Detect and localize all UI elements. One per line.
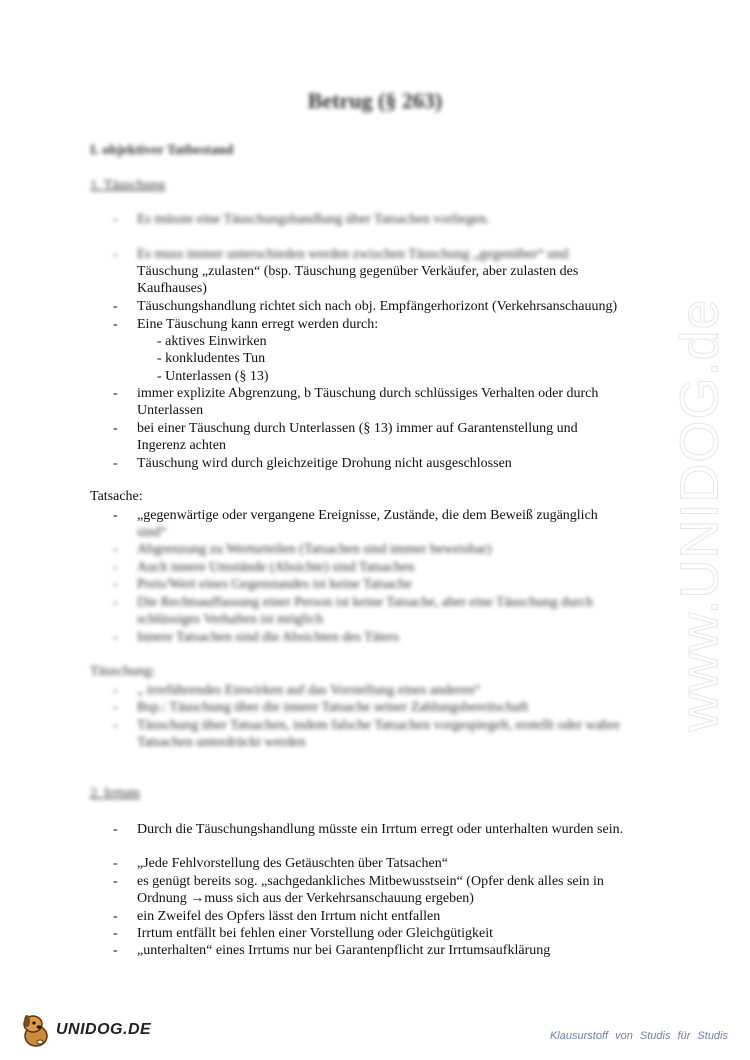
dog-icon [20, 1012, 52, 1048]
unidog-logo [20, 1010, 160, 1050]
sublist-item: - Unterlassen (§ 13) [157, 369, 269, 384]
logo-text: UNIDOG.DE [56, 1021, 152, 1038]
subsection-heading: 1. Täuschung [90, 178, 166, 193]
watermark: www.UNIDOG.de [670, 298, 730, 732]
section-heading: I. objektiver Tatbestand [90, 143, 234, 158]
page-title: Betrug (§ 263) [307, 88, 443, 113]
subsection-heading: 2. Irrtum [90, 786, 140, 801]
taeuschung-label: Täuschung: [90, 664, 156, 679]
document-page: Betrug (§ 263) I. objektiver Tatbestand 1. Täuschung - Es müsste eine Täuschungshandlung über Tatsachen vorliegen. - Es muss immer unterschieden werden zwischen Täuschung „gegenüber“ und Täuschung „zulasten“ (bsp. Täuschung gegenüber Verkäufer, aber zulasten des Kaufhauses) - Täuschungshandlung richtet sich nach obj. Empfängerhorizont (Verkehrsanschauung) - Eine Täuschung kann erregt werden durch: - aktives Einwirken - konkludentes Tun - Unterlassen (§ 13) - immer explizite Abgrenzung, b Täuschung durch schlüssiges Verhalten oder durch Unterlassen - bei einer Täuschung durch Unterlassen (§ 13) immer auf Garantenstellung und Ingerenz achten - Täuschung wird durch gleichzeitige Drohung nicht ausgeschlossen Tatsache: - „gegenwärtige oder vergangene Ereignisse, Zustände, die dem Beweiß zugänglich sind“ - Abgrenzung zu Werturteilen (Tatsachen sind immer beweisbar) - Auch innere Umstände (Absichte) sind Tatsachen - Preis/Wert eines Gegenstandes ist keine Tatsache - Die Rechtsauffassung einer Person ist keine Tatsache, aber eine Täuschung durch schlüssiges Verhalten ist möglich - Innere Tatsachen sind die Absichten des Täters Täuschung: - „ irreführendes Einwirken auf das Vorstellung eines anderen“ - Bsp.: Täuschung über die innere Tatsache seiner Zahlungsbereitschaft - Täuschung über Tatsachen, indem falsche Tatsachen vorgespiegelt, erstellt oder wahre Tatsachen unterdrückt werden 2. Irrtum - Durch die Täuschungshandlung müsste ein Irrtum erregt oder unterhalten wurden sein. - „Jede Fehlvorstellung des Getäuschten über Tatsachen“ - es genügt bereits sog. „sachgedankliches Mitbewusstsein“ (Opfer denk alles sein in Ordnung →muss sich aus der Verkehrsanschauung ergeben) - ein Zweifel des Opfers lässt den Irrtum nicht entfallen - Irrtum entfällt bei fehlen einer Vorstellung oder Gleichgütigkeit - „unterhalten“ eines Irrtums nur bei Garantenpflicht zur Irrtumsaufklärung www.UNIDOG.de UNIDOG.DE Klausurstoff von Studis für Studis [0, 0, 750, 1060]
sublist-item: - aktives Einwirken [157, 334, 267, 349]
tatsache-label: Tatsache: [90, 489, 143, 504]
footer-slogan: Klausurstoff von Studis für Studis [549, 1030, 728, 1042]
sublist-item: - konkludentes Tun [157, 351, 266, 366]
